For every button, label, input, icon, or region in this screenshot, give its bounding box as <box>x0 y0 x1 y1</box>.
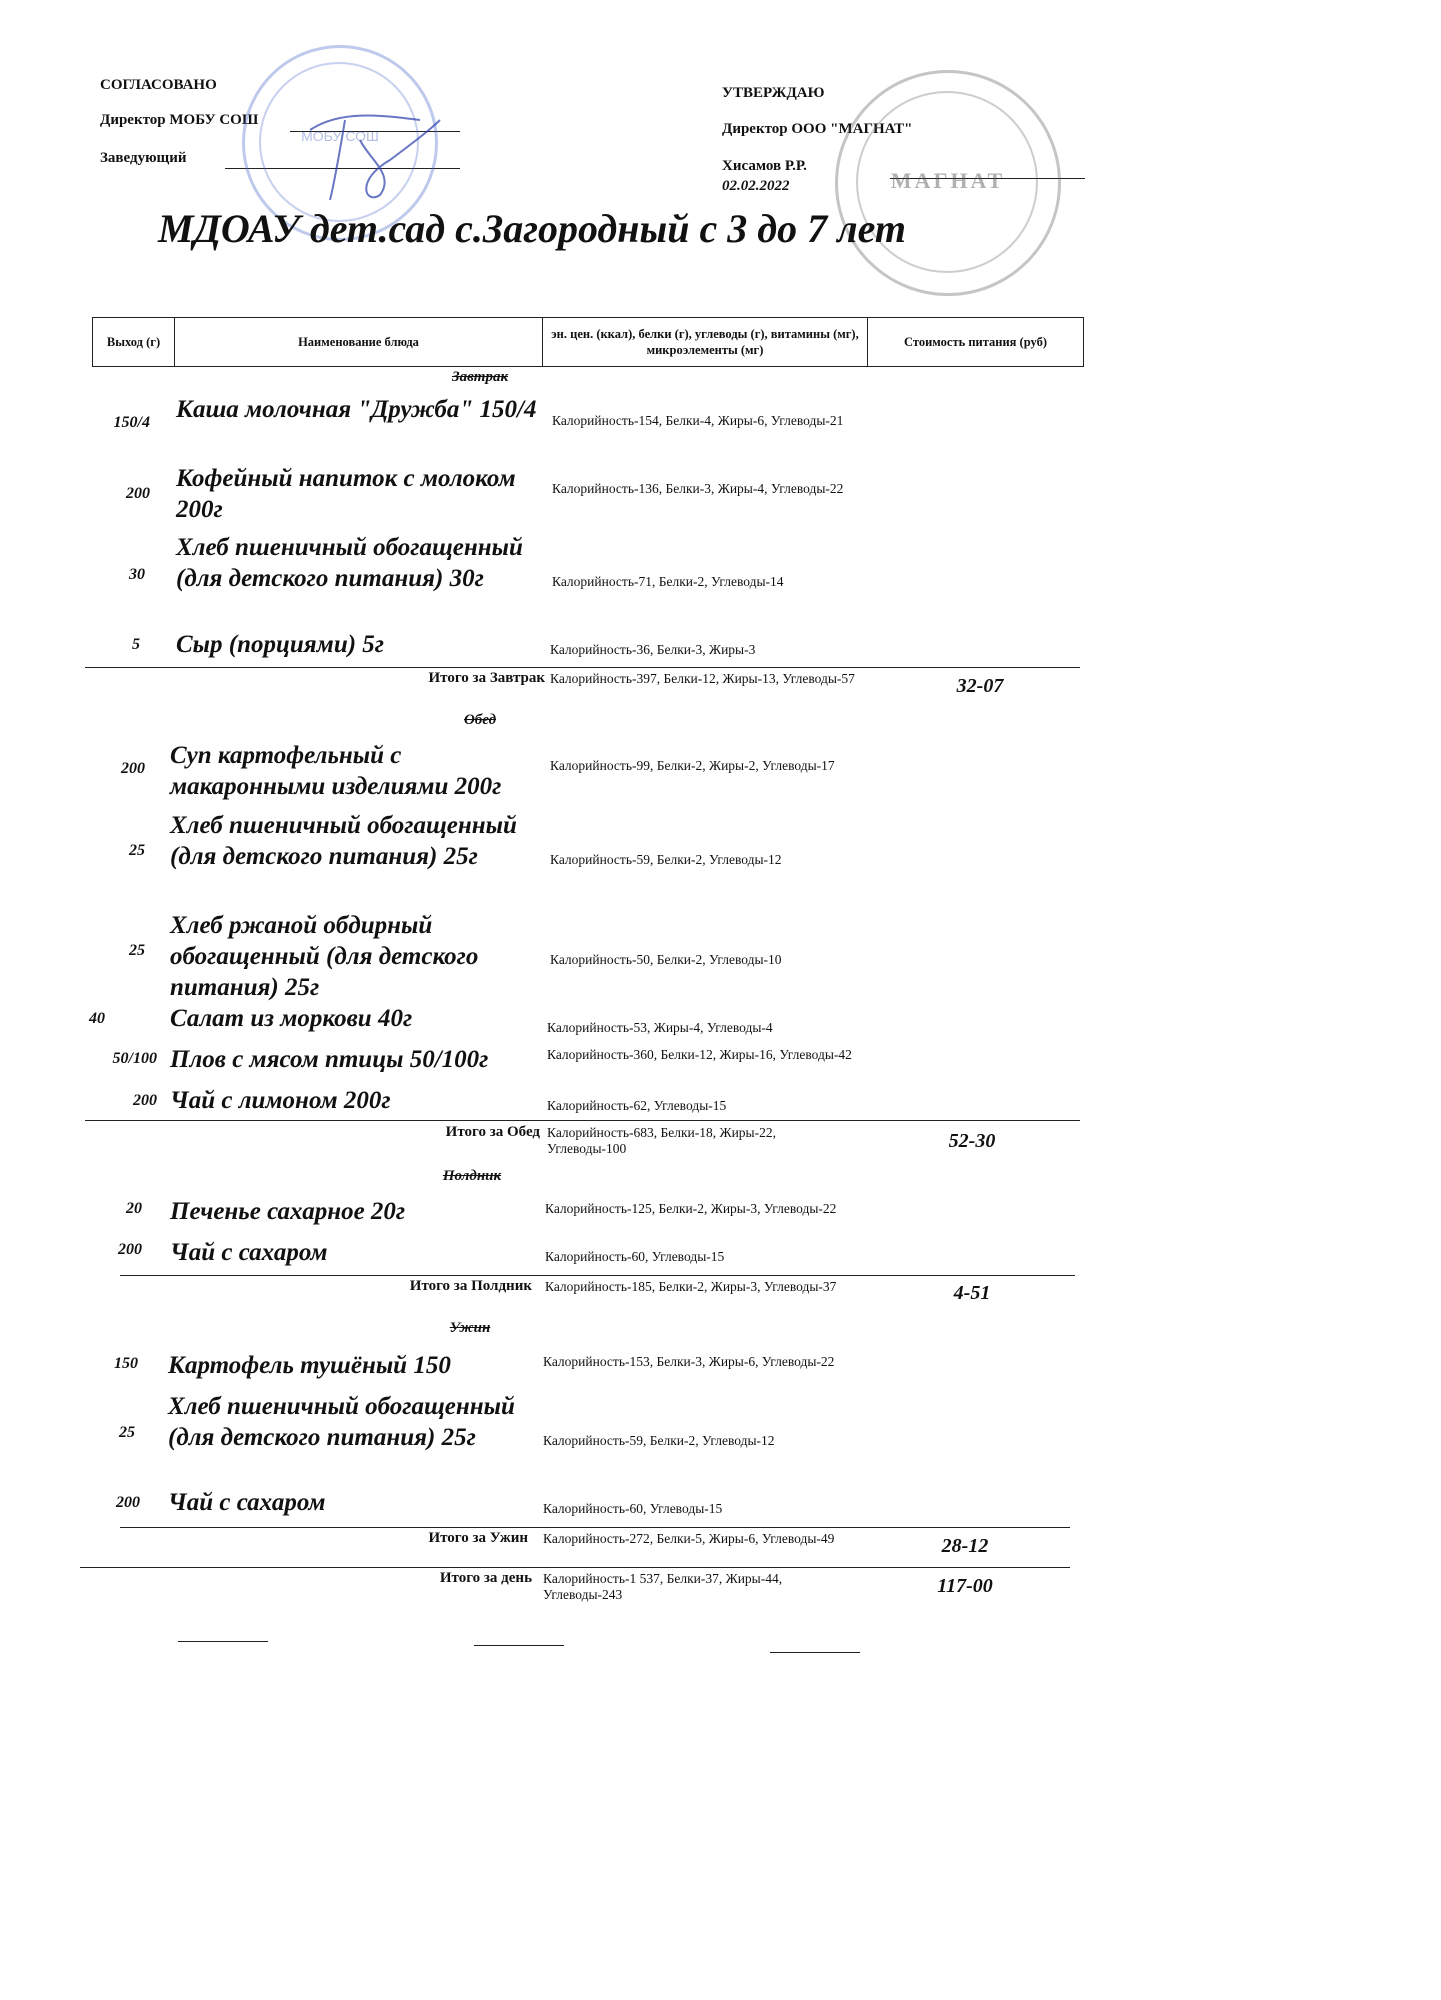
item-output: 25 <box>119 1424 135 1441</box>
approval-date: 02.02.2022 <box>722 178 790 194</box>
item-dish: Картофель тушёный 150 <box>168 1352 451 1379</box>
item-nutrition: Калорийность-36, Белки-3, Жиры-3 <box>550 642 756 657</box>
section-total-label: Итого за Ужин <box>428 1530 528 1546</box>
day-total-label: Итого за день <box>439 1570 532 1586</box>
item-dish: Чай с сахаром <box>168 1489 326 1516</box>
item-output: 25 <box>129 942 145 959</box>
section-divider <box>120 1527 1070 1528</box>
section-title-dinner: Ужин <box>449 1320 491 1336</box>
item-nutrition: Калорийность-360, Белки-12, Жиры-16, Углеводы-42 <box>547 1047 852 1062</box>
item-dish: Каша молочная "Дружба" 150/4 <box>176 396 537 423</box>
item-nutrition: Калорийность-153, Белки-3, Жиры-6, Углеводы-22 <box>543 1354 835 1369</box>
item-output: 25 <box>129 842 145 859</box>
company-director-label: Директор ООО "МАГНАТ" <box>722 121 913 137</box>
item-nutrition: Калорийность-60, Углеводы-15 <box>543 1501 723 1516</box>
section-total-price: 52-30 <box>948 1130 996 1152</box>
item-dish: Плов с мясом птицы 50/100г <box>170 1046 489 1073</box>
company-director-name: Хисамов Р.Р. <box>722 158 807 174</box>
bottom-signature-line-2 <box>474 1645 564 1646</box>
item-dish: Печенье сахарное 20г <box>170 1198 406 1225</box>
column-header-output: Выход (г) <box>93 318 175 366</box>
item-dish: Хлеб пшеничный обогащенный (для детского питания) 25г <box>170 812 517 870</box>
school-stamp-text: МОБУ СОШ <box>301 128 379 144</box>
section-total-nutrition: Калорийность-272, Белки-5, Жиры-6, Углеводы-49 <box>543 1531 835 1546</box>
column-header-nutrition: эн. цен. (ккал), белки (г), углеводы (г), витамины (мг), микроэлементы (мг) <box>543 318 868 366</box>
item-nutrition: Калорийность-50, Белки-2, Углеводы-10 <box>550 952 782 967</box>
section-title-snack: Полдник <box>442 1168 502 1184</box>
item-output: 200 <box>126 485 150 502</box>
section-title-lunch: Обед <box>463 712 497 728</box>
item-dish: Салат из моркови 40г <box>170 1005 413 1032</box>
item-output: 200 <box>118 1241 142 1258</box>
item-dish: Хлеб пшеничный обогащенный (для детского питания) 30г <box>176 534 523 592</box>
day-total-nutrition: Калорийность-1 537, Белки-37, Жиры-44, Углеводы-243 <box>543 1571 783 1602</box>
item-nutrition: Калорийность-62, Углеводы-15 <box>547 1098 727 1113</box>
item-nutrition: Калорийность-136, Белки-3, Жиры-4, Углеводы-22 <box>552 481 844 496</box>
item-output: 50/100 <box>112 1050 157 1067</box>
director-signature <box>300 100 450 210</box>
item-output: 150 <box>114 1355 138 1372</box>
company-stamp <box>835 70 1061 296</box>
item-output: 20 <box>126 1200 142 1217</box>
section-total-nutrition: Калорийность-185, Белки-2, Жиры-3, Углеводы-37 <box>545 1279 837 1294</box>
item-nutrition: Калорийность-71, Белки-2, Углеводы-14 <box>552 574 784 589</box>
item-output: 200 <box>121 760 145 777</box>
item-output: 40 <box>89 1010 105 1027</box>
section-total-label: Итого за Завтрак <box>428 670 545 686</box>
page-title: МДОАУ дет.сад с.Загородный с 3 до 7 лет <box>158 206 906 251</box>
item-dish: Чай с сахаром <box>170 1239 328 1266</box>
item-nutrition: Калорийность-59, Белки-2, Углеводы-12 <box>543 1433 775 1448</box>
item-output: 30 <box>129 566 145 583</box>
column-header-dish: Наименование блюда <box>175 318 543 366</box>
section-total-nutrition: Калорийность-683, Белки-18, Жиры-22, Углеводы-100 <box>547 1125 776 1156</box>
table-header <box>92 317 1084 367</box>
head-label: Заведующий <box>100 150 187 166</box>
item-dish: Суп картофельный с макаронными изделиями 200г <box>170 742 502 800</box>
item-nutrition: Калорийность-154, Белки-4, Жиры-6, Углеводы-21 <box>552 413 844 428</box>
item-nutrition: Калорийность-60, Углеводы-15 <box>545 1249 725 1264</box>
day-total-price: 117-00 <box>937 1575 993 1597</box>
section-divider <box>85 667 1080 668</box>
item-dish: Хлеб пшеничный обогащенный (для детского питания) 25г <box>168 1393 515 1451</box>
bottom-signature-line-3 <box>770 1652 860 1653</box>
item-output: 150/4 <box>113 414 150 431</box>
confirm-label: УТВЕРЖДАЮ <box>722 85 825 101</box>
section-title-breakfast: Завтрак <box>451 369 509 385</box>
section-total-nutrition: Калорийность-397, Белки-12, Жиры-13, Углеводы-57 <box>550 671 855 686</box>
item-dish: Кофейный напиток с молоком 200г <box>176 465 516 523</box>
section-total-price: 4-51 <box>953 1282 991 1304</box>
section-divider <box>120 1275 1075 1276</box>
item-nutrition: Калорийность-53, Жиры-4, Углеводы-4 <box>547 1020 773 1035</box>
section-total-price: 32-07 <box>956 675 1004 697</box>
item-output: 200 <box>116 1494 140 1511</box>
approved-label: СОГЛАСОВАНО <box>100 77 217 93</box>
section-total-label: Итого за Обед <box>445 1124 540 1140</box>
item-output: 200 <box>133 1092 157 1109</box>
section-divider <box>85 1120 1080 1121</box>
column-header-cost: Стоимость питания (руб) <box>904 335 1047 349</box>
item-dish: Чай с лимоном 200г <box>170 1087 391 1114</box>
company-stamp-text: МАГНАТ <box>890 168 1006 193</box>
day-total-divider <box>80 1567 1070 1568</box>
item-nutrition: Калорийность-59, Белки-2, Углеводы-12 <box>550 852 782 867</box>
item-output: 5 <box>132 636 140 653</box>
item-dish: Сыр (порциями) 5г <box>176 631 385 658</box>
item-nutrition: Калорийность-99, Белки-2, Жиры-2, Углеводы-17 <box>550 758 835 773</box>
section-total-label: Итого за Полдник <box>409 1278 532 1294</box>
school-director-label: Директор МОБУ СОШ <box>100 112 259 128</box>
bottom-signature-line-1 <box>178 1641 268 1642</box>
section-total-price: 28-12 <box>941 1535 989 1557</box>
item-dish: Хлеб ржаной обдирный обогащенный (для детского питания) 25г <box>170 912 479 1001</box>
item-nutrition: Калорийность-125, Белки-2, Жиры-3, Углеводы-22 <box>545 1201 837 1216</box>
